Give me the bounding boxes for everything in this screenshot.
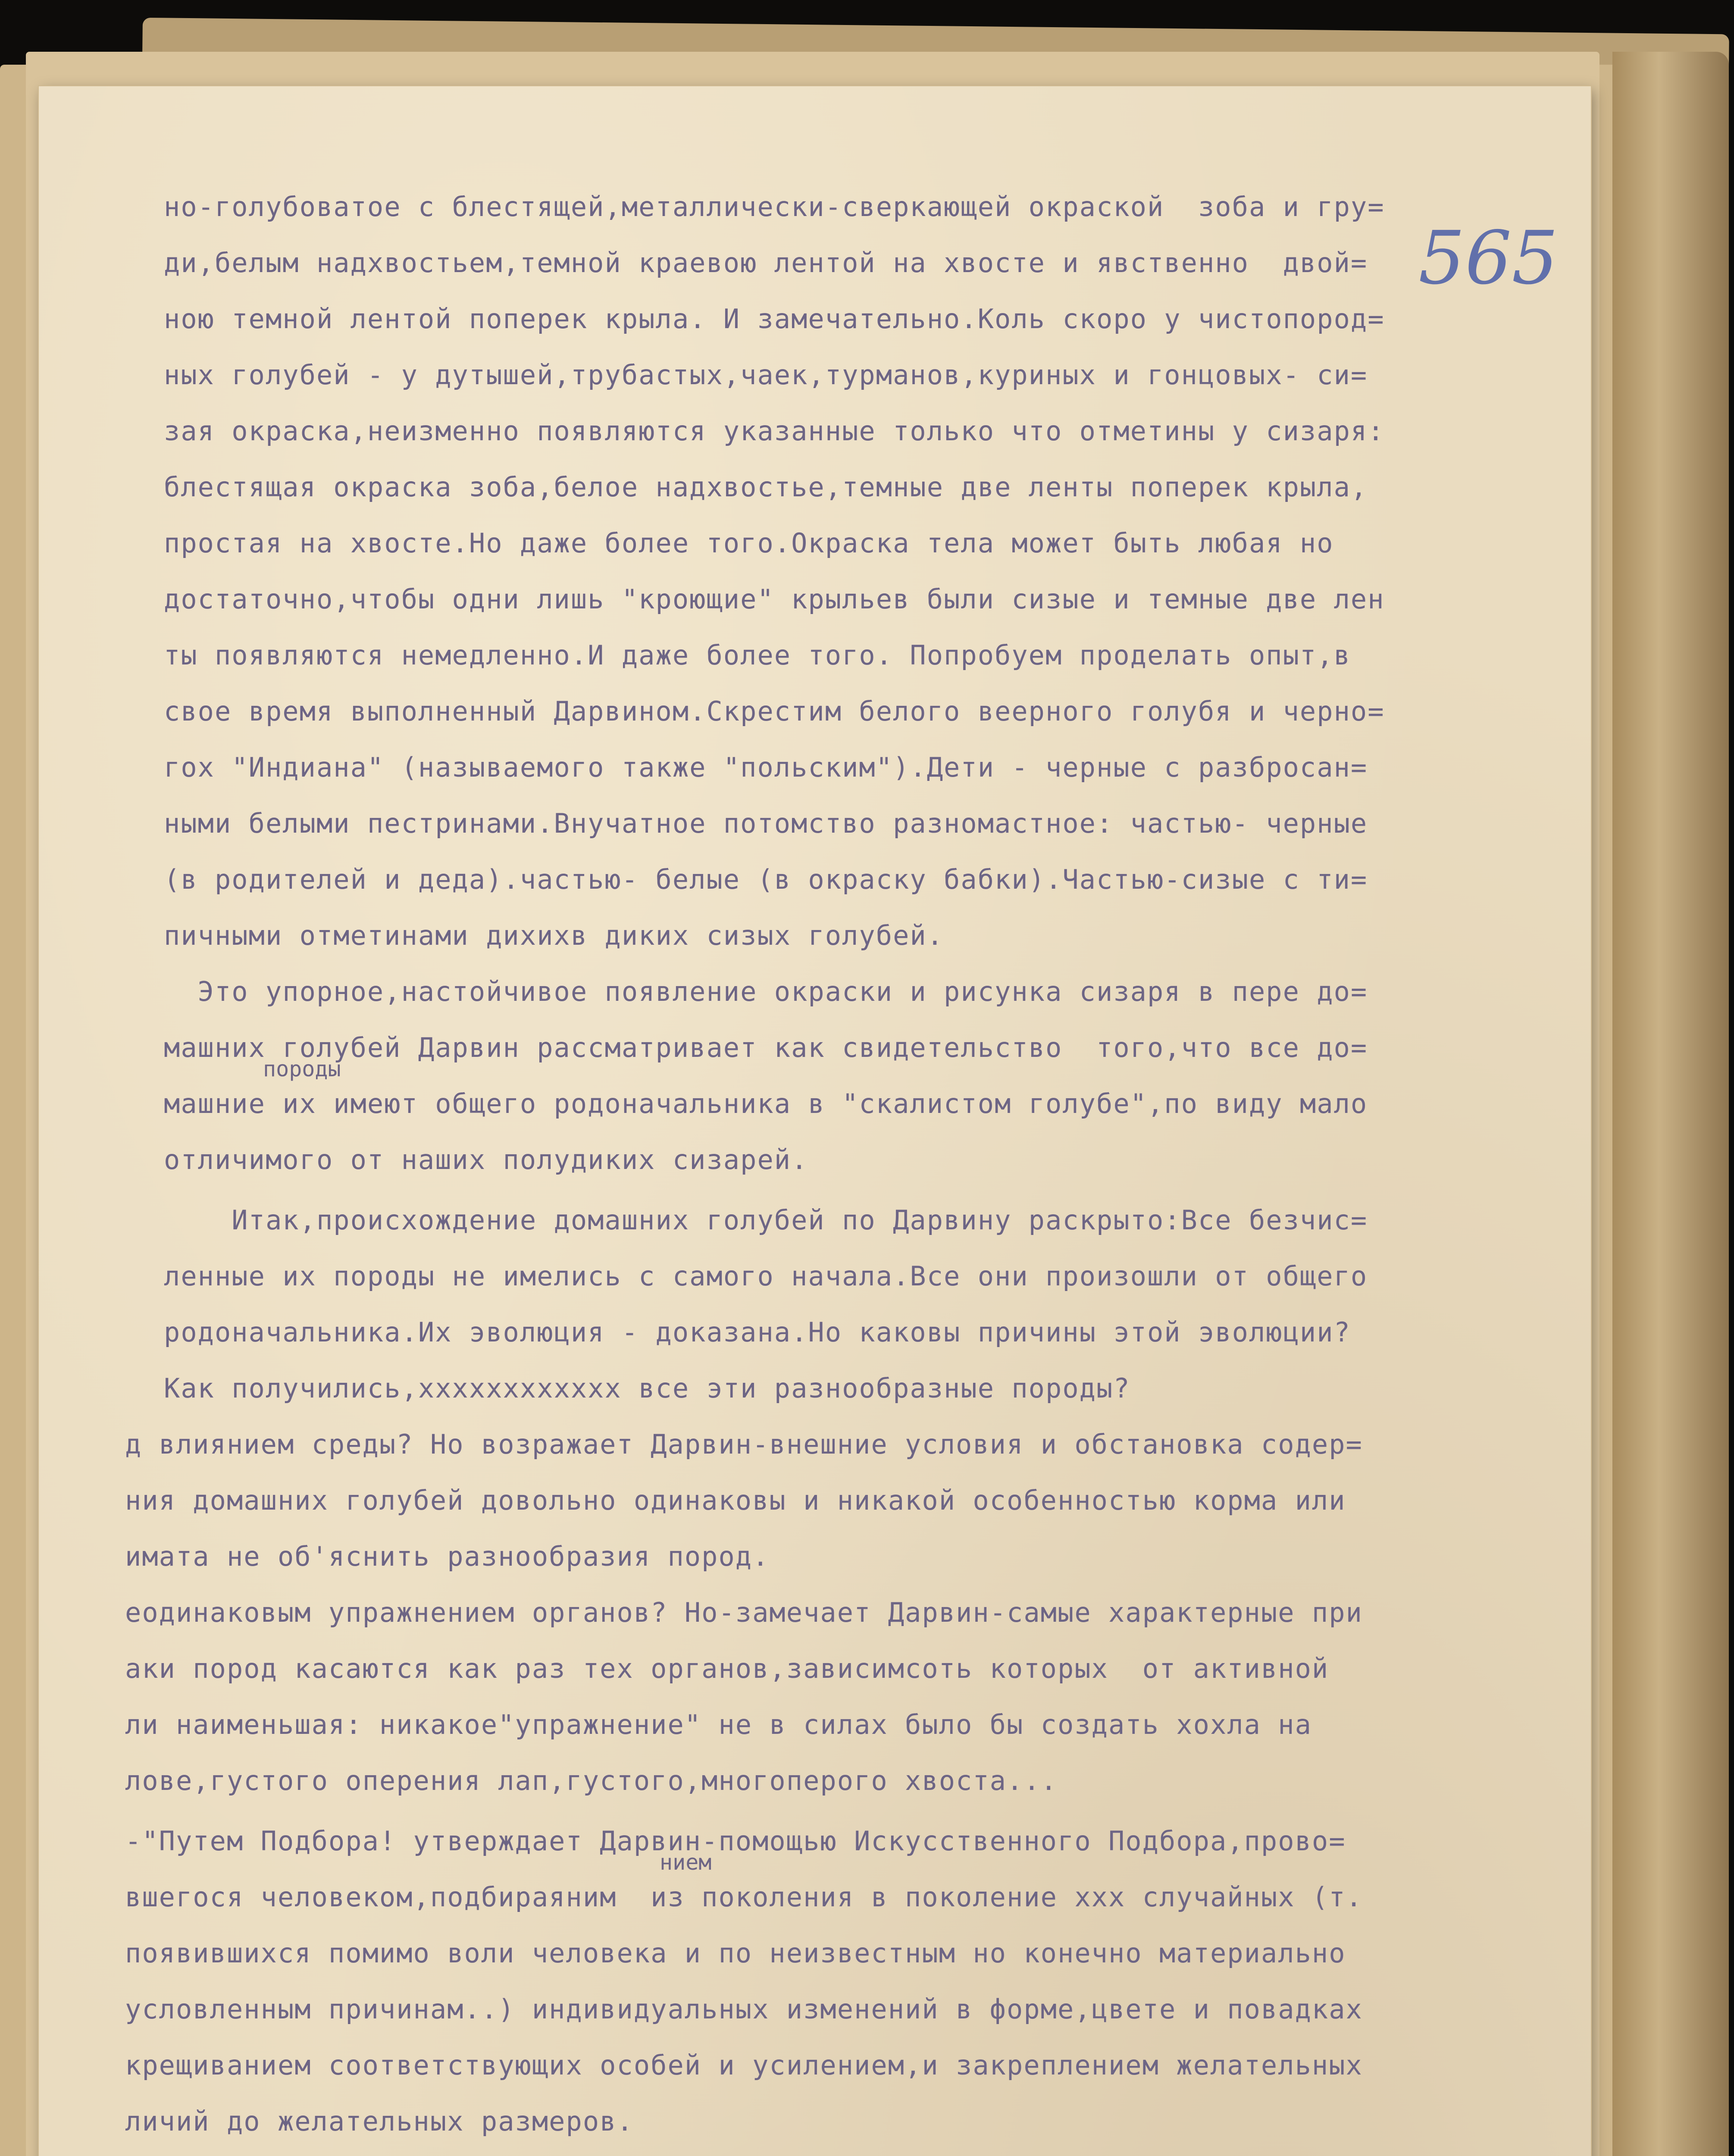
- text-line: свое время выполненный Дарвином.Скрестим белого веерного голубя и черно=: [164, 696, 1385, 727]
- text-line: личий до желательных размеров.: [125, 2106, 634, 2137]
- text-line: вшегося человеком,подбираяним из поколения в поколение ххх случайных (т.: [125, 1881, 1363, 1913]
- text-line: но-голубоватое с блестящей,металлически-сверкающей окраской зоба и гру=: [164, 191, 1385, 222]
- text-line: машние их имеют общего родоначальника в "скалистом голубе",по виду мало: [164, 1088, 1368, 1119]
- text-line: ты появляются немедленно.И даже более того. Попробуем проделать опыт,в: [164, 639, 1351, 671]
- text-line: отличимого от наших полудиких сизарей.: [164, 1144, 808, 1175]
- text-line: пичными отметинами дихихв диких сизых голубей.: [164, 920, 944, 951]
- text-line: зая окраска,неизменно появляются указанные только что отметины у сизаря:: [164, 415, 1385, 447]
- text-line: ди,белым надхвостьем,темной краевою лентой на хвосте и явственно двой=: [164, 247, 1368, 279]
- typed-insertion: нием: [660, 1850, 712, 1875]
- text-line: простая на хвосте.Но даже более того.Окраска тела может быть любая но: [164, 527, 1334, 559]
- text-line: еодинаковым упражнением органов? Но-замечает Дарвин-самые характерные при: [125, 1597, 1363, 1628]
- text-line: крещиванием соответствующих особей и усилением,и закреплением желательных: [125, 2049, 1363, 2081]
- text-line: ния домашних голубей довольно одинаковы и никакой особенностью корма или: [125, 1485, 1346, 1516]
- typed-insertion: породы: [263, 1056, 341, 1081]
- text-line: Как получились,хххххххххххх все эти разнообразные породы?: [164, 1373, 1130, 1404]
- paper-stack-edge: [1612, 52, 1729, 2156]
- text-line: ными белыми пестринами.Внучатное потомство разномастное: частью- черные: [164, 808, 1368, 839]
- text-line: блестящая окраска зоба,белое надхвостье,темные две ленты поперек крыла,: [164, 471, 1368, 503]
- text-line: -"Путем Подбора! утверждает Дарвин-помощью Искусственного Подбора,прово=: [125, 1825, 1346, 1857]
- text-line: ли наименьшая: никакое"упражнение" не в силах было бы создать хохла на: [125, 1709, 1312, 1740]
- text-line: Это упорное,настойчивое появление окраски и рисунка сизаря в пере до=: [164, 976, 1368, 1007]
- handwritten-page-number-top: 565: [1418, 216, 1559, 301]
- text-line: лове,густого оперения лап,густого,многоперого хвоста...: [125, 1765, 1058, 1796]
- text-line: Итак,происхождение домашних голубей по Дарвину раскрыто:Все безчис=: [164, 1204, 1368, 1236]
- text-line: ных голубей - у дутышей,трубастых,чаек,турманов,куриных и гонцовых- си=: [164, 359, 1368, 391]
- text-line: ною темной лентой поперек крыла. И замечательно.Коль скоро у чистопород=: [164, 303, 1385, 335]
- text-line: появившихся помимо воли человека и по неизвестным но конечно материально: [125, 1937, 1346, 1969]
- text-line: условленным причинам..) индивидуальных изменений в форме,цвете и повадках: [125, 1993, 1363, 2025]
- text-line: родоначальника.Их эволюция - доказана.Но каковы причины этой эволюции?: [164, 1316, 1351, 1348]
- text-line: достаточно,чтобы одни лишь "кроющие" крыльев были сизые и темные две лен: [164, 583, 1385, 615]
- text-line: аки пород касаются как раз тех органов,зависимсоть которых от активной: [125, 1653, 1329, 1684]
- text-line: машних голубей Дарвин рассматривает как свидетельство того,что все до=: [164, 1032, 1368, 1063]
- text-line: (в родителей и деда).частью- белые (в окраску бабки).Частью-сизые с ти=: [164, 864, 1368, 895]
- text-line: имата не об'яснить разнообразия пород.: [125, 1541, 770, 1572]
- text-line: гох "Индиана" (называемого также "польским").Дети - черные с разбросан=: [164, 752, 1368, 783]
- typed-page: [39, 86, 1591, 2156]
- text-line: д влиянием среды? Но возражает Дарвин-внешние условия и обстановка содер=: [125, 1429, 1363, 1460]
- text-line: ленные их породы не имелись с самого начала.Все они произошли от общего: [164, 1260, 1368, 1292]
